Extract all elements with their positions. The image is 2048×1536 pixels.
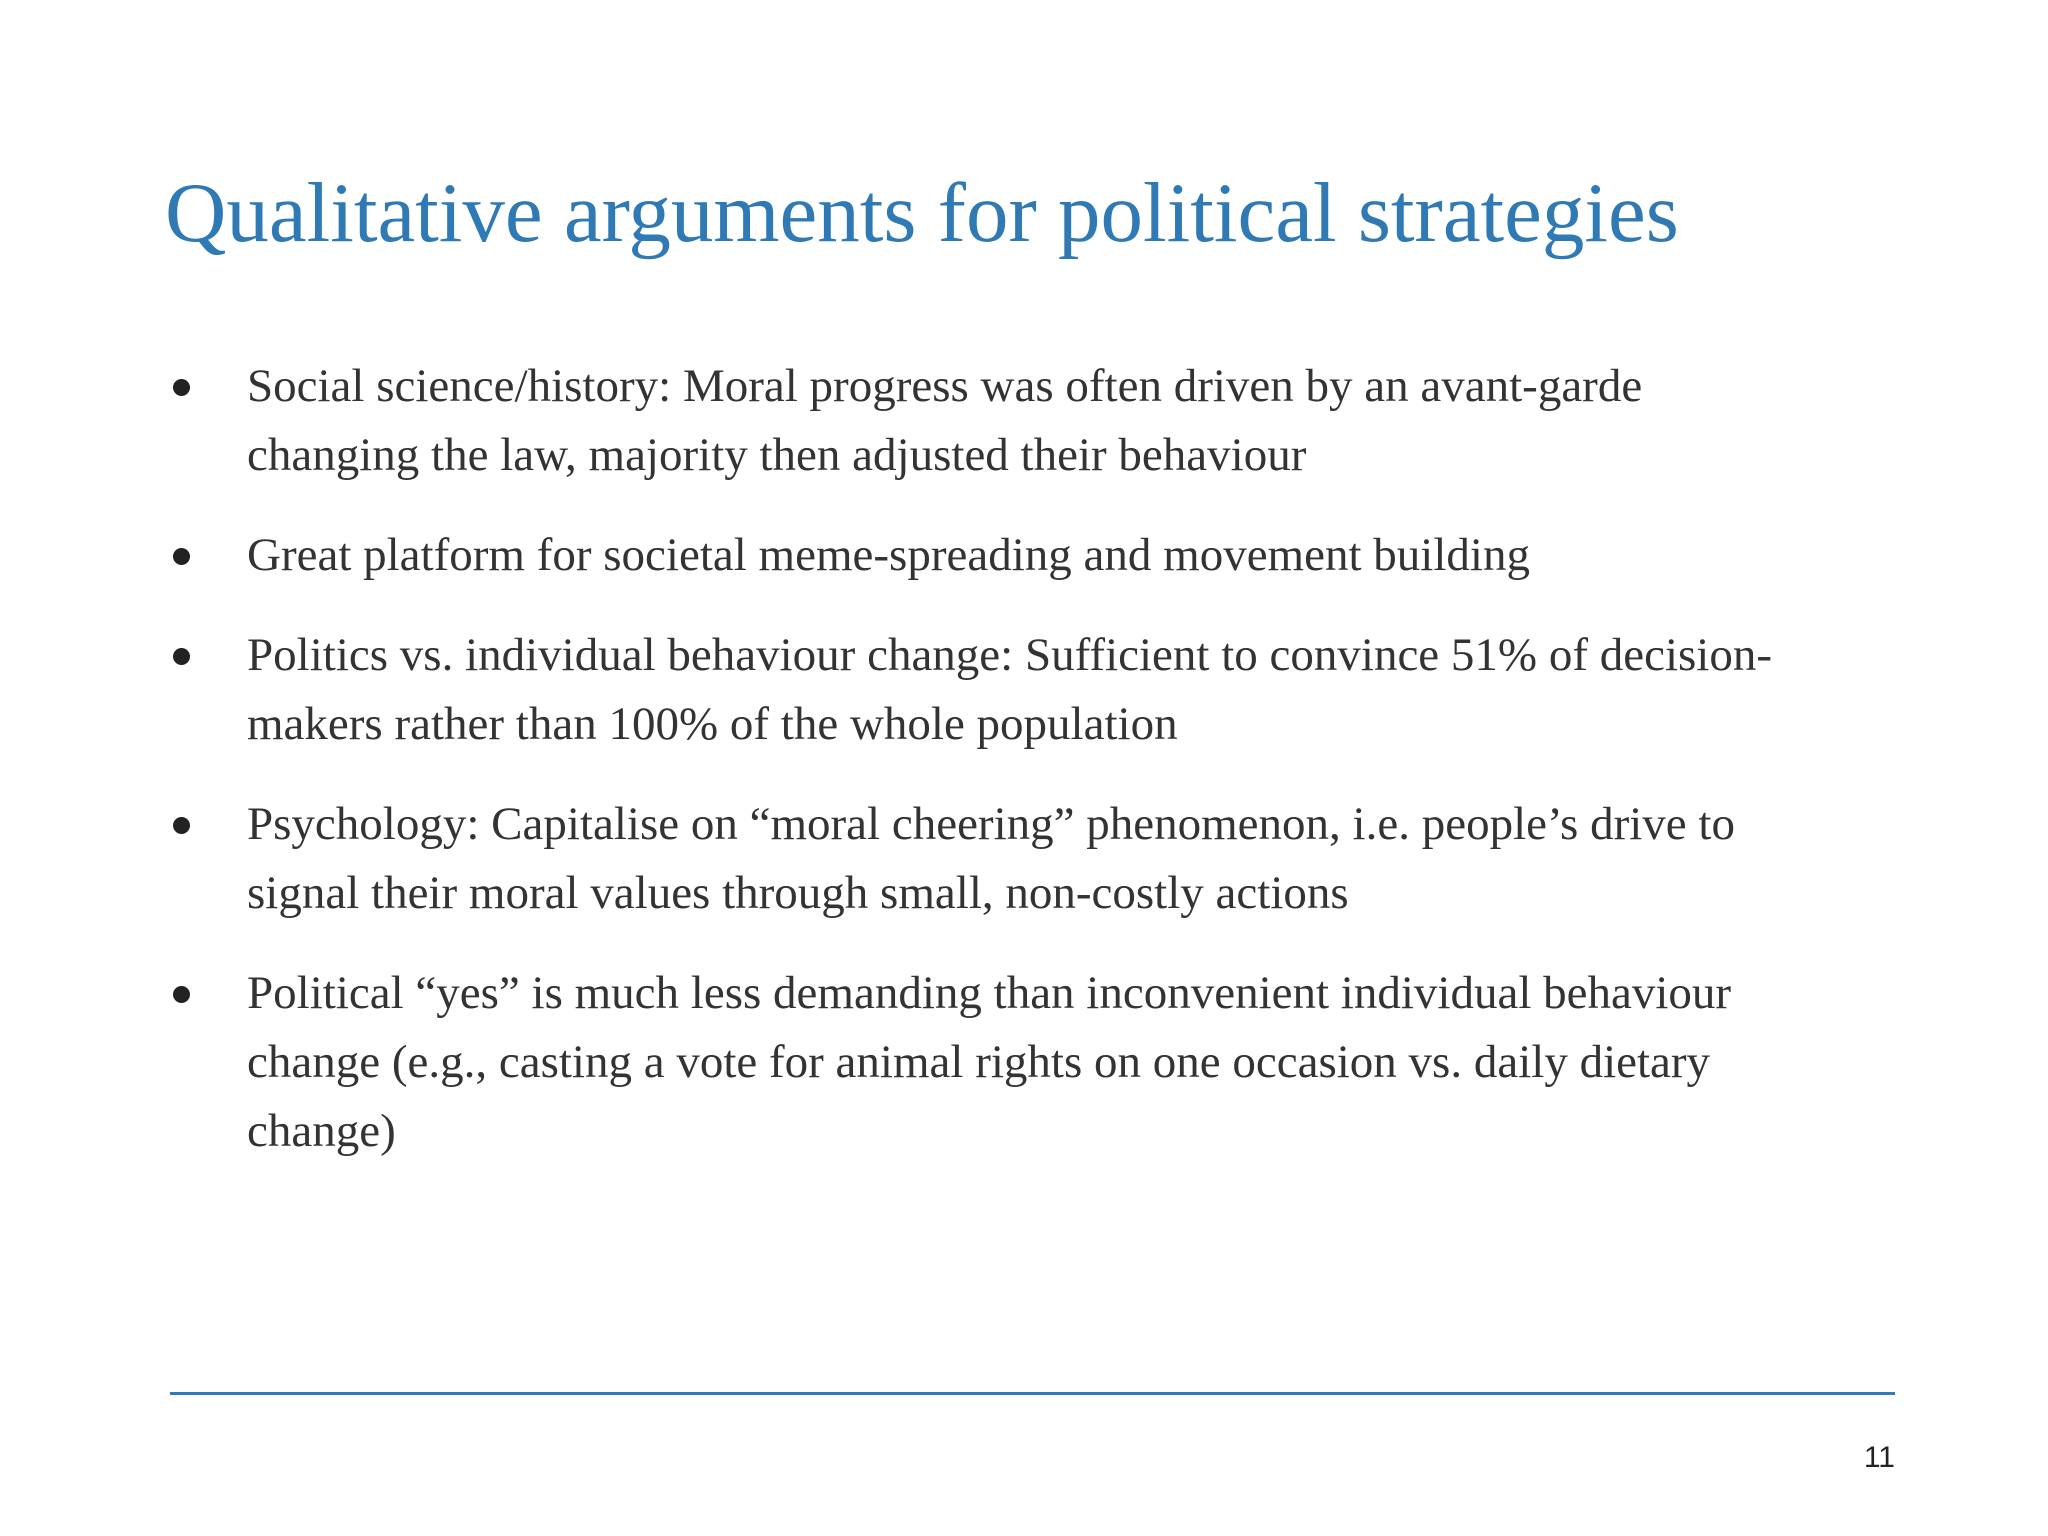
- bullet-text: Great platform for societal meme-spreading and movement building: [247, 529, 1530, 581]
- bullet-text: Social science/history: Moral progress was often driven by an avant-garde changing the law, majority then adjusted their behaviour: [247, 360, 1643, 481]
- bullet-item: [165, 352, 1825, 490]
- bullet-text: Political “yes” is much less demanding than inconvenient individual behaviour change (e.g., casting a vote for animal rights on one occasion vs. daily dietary change): [247, 967, 1732, 1157]
- bullet-dot-icon: [173, 986, 190, 1003]
- slide-title: Qualitative arguments for political strategies: [165, 166, 1679, 260]
- bullet-dot-icon: [173, 548, 190, 565]
- bullet-item: [165, 621, 1825, 759]
- bullet-item: [165, 790, 1825, 928]
- bullet-text: Politics vs. individual behaviour change: Sufficient to convince 51% of decision-makers rather than 100% of the whole population: [247, 629, 1772, 750]
- bullet-list: [165, 352, 1825, 1197]
- bullet-dot-icon: [173, 379, 190, 396]
- bullet-dot-icon: [173, 817, 190, 834]
- bullet-item: [165, 959, 1825, 1166]
- bullet-item: [165, 521, 1825, 590]
- footer-divider: [170, 1392, 1895, 1395]
- bullet-dot-icon: [173, 648, 190, 665]
- page-number: 11: [1863, 1441, 1895, 1474]
- bullet-text: Psychology: Capitalise on “moral cheering” phenomenon, i.e. people’s drive to signal their moral values through small, non-costly actions: [247, 798, 1735, 919]
